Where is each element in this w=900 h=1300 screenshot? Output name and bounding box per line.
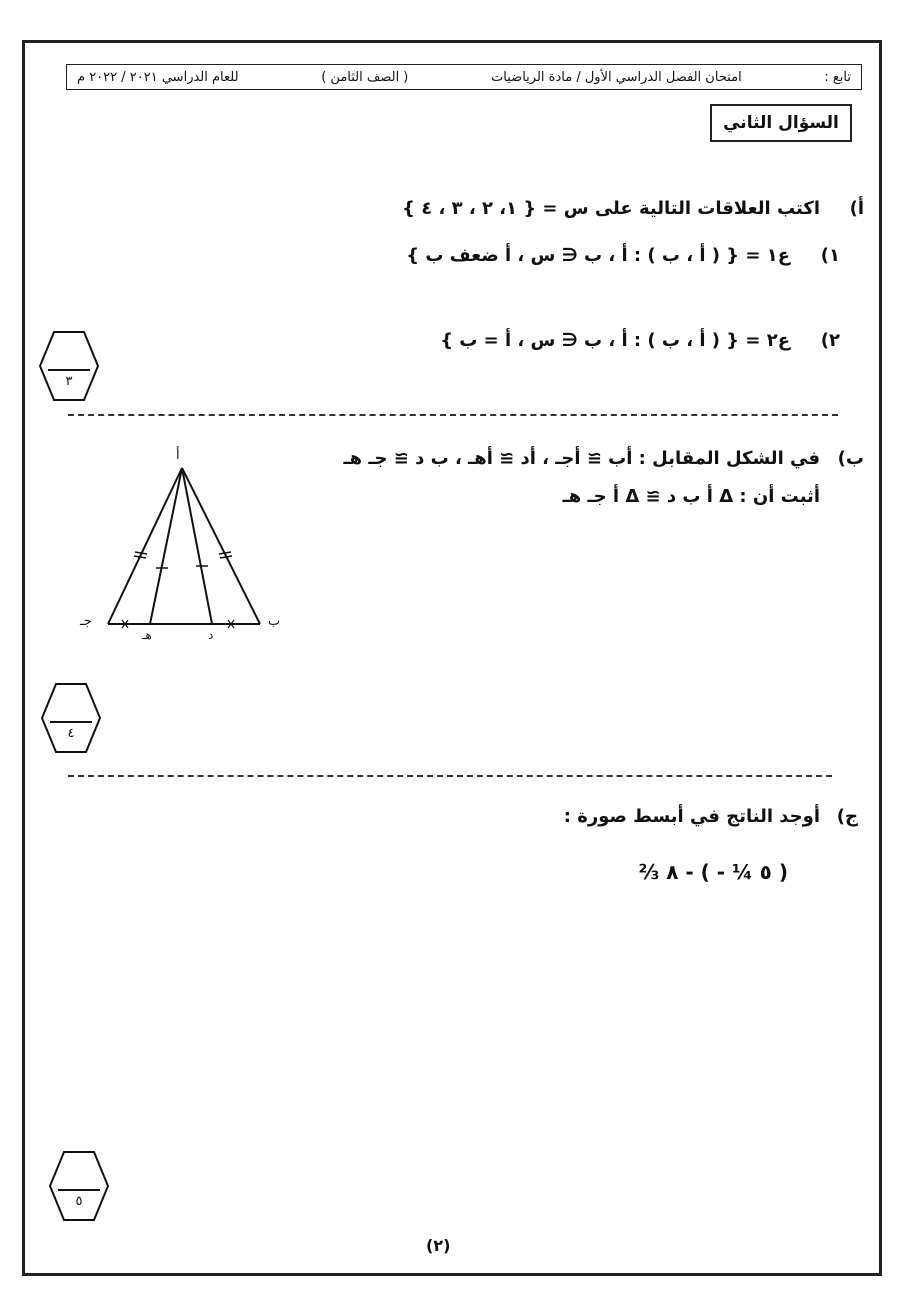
part-b-prove: أثبت أن : Δ أ ب د ≅ Δ أ جـ هـ xyxy=(562,486,820,507)
figure-right-vertex-label: ب xyxy=(268,614,281,629)
part-a-item2-relation: ع٢ = { ( أ ، ب ) : أ ، ب ∈ س ، أ = ب } xyxy=(440,330,790,351)
separator-2 xyxy=(68,775,832,777)
part-c-prompt: أوجد الناتج في أبسط صورة : xyxy=(563,806,820,827)
score-hexagon-1 xyxy=(38,330,100,402)
score-value-1: ٣ xyxy=(65,374,73,389)
figure-left-vertex-label: جـ xyxy=(80,614,92,629)
part-a-prompt: اكتب العلاقات التالية على س = { ١، ٢ ، ٣ ، ٤ } xyxy=(402,198,820,219)
part-a-item2-number: ٢) xyxy=(820,330,840,351)
score-hexagon-3 xyxy=(48,1150,110,1222)
header-exam-title: امتحان الفصل الدراسي الأول / مادة الرياضيات xyxy=(491,69,742,85)
part-c-label: ج) xyxy=(836,806,858,827)
header-grade: ( الصف الثامن ) xyxy=(321,69,409,85)
part-a-item1-relation: ع١ = { ( أ ، ب ) : أ ، ب ∈ س ، أ ضعف ب } xyxy=(406,245,790,266)
score-value-3: ٥ xyxy=(75,1194,83,1209)
score-hexagon-2 xyxy=(40,682,102,754)
header-follow-label: تابع : xyxy=(824,69,851,85)
figure-point-d-label: د xyxy=(208,628,214,642)
part-a-label: أ) xyxy=(849,198,864,219)
score-value-2: ٤ xyxy=(67,726,75,741)
part-a-item1-number: ١) xyxy=(820,245,840,266)
section-title: السؤال الثاني xyxy=(723,113,839,133)
triangle-figure xyxy=(72,448,292,648)
section-title-box xyxy=(710,104,852,142)
exam-header xyxy=(66,64,862,90)
page-number: (٢) xyxy=(426,1236,451,1255)
part-b-given: في الشكل المقابل : أب ≅ أجـ ، أد ≅ أهـ ، ب د ≅ جـ هـ xyxy=(343,448,820,469)
part-c-expression: ( ٥ ¼ - ) - ٨ ⅔ xyxy=(638,860,788,884)
part-b-label: ب) xyxy=(837,448,864,469)
separator-1 xyxy=(68,414,838,416)
figure-apex-label: أ xyxy=(176,448,180,463)
figure-point-h-label: هـ xyxy=(142,628,152,642)
page-frame xyxy=(22,40,882,1276)
header-year: للعام الدراسي ٢٠٢١ / ٢٠٢٢ م xyxy=(77,69,239,85)
